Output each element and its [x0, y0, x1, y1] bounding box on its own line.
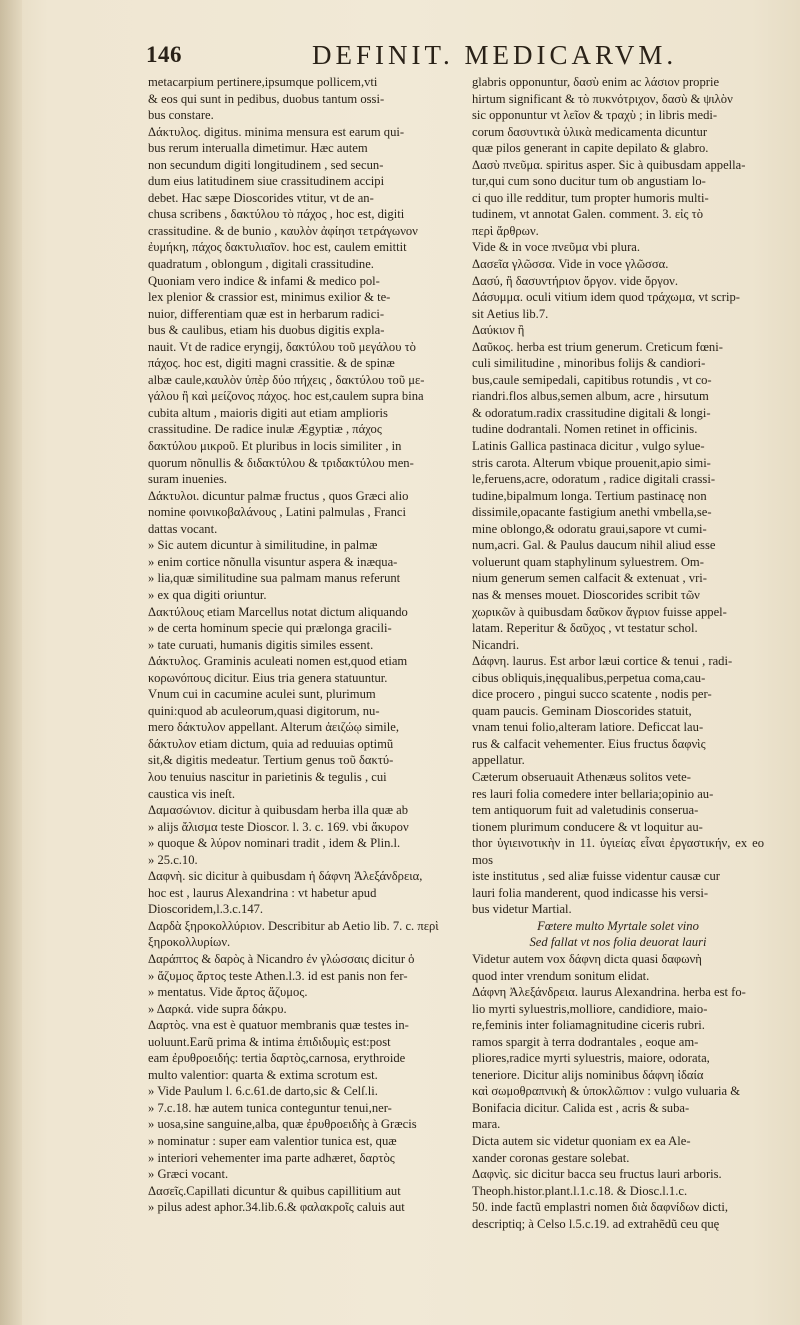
text-line: ἐυμήκη, πάχος δακτυλιαῖον. hoc est, caulem emittit — [148, 240, 407, 255]
text-line: num,acri. Gal. & Paulus daucum nihil aliud esse — [472, 538, 716, 553]
right-column — [472, 74, 764, 1232]
text-line: Sed fallat vt nos folia deuorat lauri — [529, 935, 707, 950]
text-line: πάχος. hoc est, digiti magni crassitie. & de spinæ — [148, 356, 395, 371]
text-line: bus videtur Martial. — [472, 902, 572, 917]
text-line: quadratum , oblongum , digitali crassitudine. — [148, 257, 374, 272]
text-line: χωρικῶν à quibusdam δαῦκον ἄγριον fuisse appel- — [472, 604, 727, 619]
text-line: Bonifacia dicitur. Calida est , acris & suba- — [472, 1100, 690, 1115]
page-header — [0, 34, 800, 74]
text-line: cubita altum , maioris digiti aut etiam amplioris — [148, 405, 388, 420]
text-line: » de certa hominum specie qui prælonga gracili- — [148, 621, 392, 636]
text-line: tudine dodrantali. Nomen retinet in officinis. — [472, 422, 698, 437]
text-line: » 7.c.18. hæ autem tunica conteguntur tenui,ner- — [148, 1100, 392, 1115]
text-line: » Vide Paulum l. 6.c.61.de darto,sic & Celſ.li. — [148, 1084, 378, 1099]
text-line: bus rerum interualla dimetimur. Hæc autem — [148, 141, 368, 156]
text-line: ξηροκολλυρίων. — [148, 935, 231, 950]
text-line: Theoph.histor.plant.l.1.c.18. & Diosc.l.1.c. — [472, 1183, 688, 1198]
text-line: cibus obliquis,inęqualibus,perpetua coma,cau- — [472, 670, 706, 685]
text-line: » ἄζυμος ἄρτος teste Athen.l.3. id est panis non fer- — [148, 968, 408, 983]
text-line: lio myrti syluestris,molliore, candidiore, maio- — [472, 1001, 708, 1016]
text-line: sic opponuntur vt λεῖον & τραχὺ ; in libris medi- — [472, 108, 718, 123]
text-line: non secundum digiti longitudinem , sed secun- — [148, 157, 384, 172]
text-line: Δασεῖς.Capillati dicuntur & quibus capillitium aut — [148, 1183, 401, 1198]
text-line: iste institutus , sed aliæ fuisse videntur causæ cur — [472, 869, 720, 884]
text-line: Quoniam vero indice & infami & medico pol- — [148, 273, 380, 288]
text-line: Videtur autem vox δάφνη dicta quasi δαφωνὴ — [472, 951, 702, 966]
text-line: tudine,bipalmum longa. Tertium pastinacę non — [472, 488, 707, 503]
text-line: Δαφνὴ. sic dicitur à quibusdam ἡ δάφνη Ἀλεξάνδρεια, — [148, 869, 423, 884]
text-line: quini:quod ab aculeorum,quasi digitorum, nu- — [148, 703, 380, 718]
text-line: » interiori vehementer ima parte adhæret, δαρτὸς — [148, 1150, 395, 1165]
text-line: δάκτυλον etiam dictum, quia ad reduuias optimũ — [148, 736, 394, 751]
text-line: » quoque & λύρον nominari tradit , idem & Plin.l. — [148, 836, 401, 851]
text-line: Dicta autem sic videtur quoniam ex ea Ale- — [472, 1134, 691, 1148]
text-line: » lia,quæ similitudine sua palmam manus referunt — [148, 571, 401, 586]
text-line: Δαύκιον ἢ — [472, 323, 525, 338]
text-line: Δάσυμμα. oculi vitium idem quod τράχωμα, vt scrip- — [472, 290, 740, 305]
text-line: » 25.c.10. — [148, 852, 198, 867]
left-column — [148, 74, 453, 1216]
text-line: λου tenuius nascitur in parietinis & tegulis , cui — [148, 769, 387, 784]
text-line: bus constare. — [148, 108, 214, 123]
text-line: hirtum significant & τὸ πυκνότριχον, δασὺ & ψιλὸν — [472, 91, 733, 106]
text-line: γάλου ἢ καὶ μείζονος πάχος. hoc est,caulem supra bina — [148, 389, 424, 404]
text-line: » alijs ἄλισμα teste Dioscor. l. 3. c. 169. vbi ἄκυρον — [148, 819, 409, 834]
text-line: Vnum cui in cacumine aculei sunt, plurimum — [148, 687, 376, 702]
text-line: Nicandri. — [472, 637, 520, 652]
text-line: nium generum semen calfacit & extenuat , vri- — [472, 571, 707, 586]
text-line: rus & calfacit vehementer. Eius fructus δαφνὶς — [472, 736, 706, 751]
text-line: latam. Reperitur & δαῦχος , vt testatur schol. — [472, 621, 698, 636]
text-line: Δαφνὶς. sic dicitur bacca seu fructus lauri arboris. — [472, 1167, 722, 1182]
text-line: κορωνόπους dicitur. Eius tria genera statuuntur. — [148, 670, 388, 685]
text-line: suram inuenies. — [148, 472, 228, 487]
text-line: Δασὺ πνεῦμα. spiritus asper. Sic à quibusdam appella- — [472, 157, 746, 172]
text-line: » Sic autem dicuntur à similitudine, in palmæ — [148, 538, 378, 553]
text-line: nauit. Vt de radice eryngij, δακτύλου τοῦ μεγάλου τὸ — [148, 339, 416, 354]
text-line: tem antiquorum fuit ad valetudinis conserua- — [472, 803, 699, 818]
text-line: περὶ ἄρθρων. — [472, 223, 539, 238]
text-line: » Δαρκά. vide supra δάκρυ. — [148, 1001, 287, 1016]
text-line: tur,qui cum sono ducitur tum ob angustiam lo- — [472, 174, 706, 189]
text-line: Δάφνη. laurus. Est arbor læui cortice & tenui , radi- — [472, 654, 733, 669]
text-line: Δάφνη Ἀλεξάνδρεια. laurus Alexandrina. herba est fo- — [472, 985, 746, 1000]
text-line: » ex qua digiti oriuntur. — [148, 587, 267, 602]
text-line: Δασύ, ἢ δασυντήριον ὄργον. vide ὄργον. — [472, 273, 679, 288]
text-line: bus,caule semipedali, capitibus rotundis , vt co- — [472, 372, 712, 387]
text-line: & odoratum.radix crassitudine digitali & longi- — [472, 405, 711, 420]
text-line: crassitudine. De radice inulæ Ægyptiæ , πάχος — [148, 422, 382, 437]
text-line: Δάκτυλος. digitus. minima mensura est earum qui- — [148, 124, 405, 139]
text-line: & eos qui sunt in pedibus, duobus tantum ossi- — [148, 91, 385, 106]
text-line: sit,& digitis medeatur. Tertium genus τοῦ δακτύ- — [148, 753, 394, 768]
text-line: pliores,radice myrti syluestris, maiore, odorata, — [472, 1051, 710, 1066]
text-line: Dioscoridem,l.3.c.147. — [148, 902, 264, 917]
binding-gutter — [0, 0, 22, 1325]
text-line: 50. inde factũ emplastri nomen διὰ δαφνίδων dicti, — [472, 1200, 729, 1215]
text-line: Δασεῖα γλῶσσα. Vide in voce γλῶσσα. — [472, 257, 669, 272]
text-line: sit Aetius lib.7. — [472, 306, 549, 321]
text-line: dice procero , pingui succo scatente , nodis per- — [472, 687, 712, 702]
text-line: tudinem, vt annotat Galen. comment. 3. εἰς τὸ — [472, 207, 704, 222]
text-line: ci quo ille redditur, tum propter humoris multi- — [472, 190, 709, 205]
text-line: thor ὑγιεινοτικὴν in 11. ὑγιείας εἶναι ἐργαστικήν, ex eo mos — [472, 836, 764, 867]
text-line: καὶ σωμοθραπνικὴ & ὑποκλῶπιον : vulgo vuluaria & — [472, 1084, 741, 1099]
text-line: le,feruens,acre, odoratum , radice digitali crassi- — [472, 472, 716, 487]
text-line: teneriore. Dicitur alijs nominibus δάφνη ἰδαία — [472, 1067, 704, 1082]
text-line: re,feminis inter foliamagnitudine ciceris rubri. — [472, 1018, 705, 1033]
text-line: lex plenior & crassior est, minimus exilior & te- — [148, 290, 391, 305]
text-line: quæ pilos generant in capite depilato & glabro. — [472, 141, 709, 156]
text-line: » enim cortice nõnulla visuntur aspera & inæqua- — [148, 554, 398, 569]
text-line: quorum nõnullis & διδακτύλου & τριδακτύλου men- — [148, 455, 414, 470]
text-line: bus & caulibus, etiam his duobus digitis expla- — [148, 323, 385, 338]
text-line: nas & menses mouet. Dioscorides scribit τῶν — [472, 587, 700, 602]
text-line: dattas vocant. — [148, 521, 218, 536]
text-line: Latinis Gallica pastinaca dicitur , vulgo sylue- — [472, 439, 705, 454]
text-line: xander coronas gestare solebat. — [472, 1150, 630, 1165]
text-line: crassitudine. & de bunio , καυλὸν ἀφίησι τετράγωνον — [148, 223, 418, 238]
text-line: Cæterum obseruauit Athenæus solitos vete- — [472, 769, 691, 784]
text-line: dissimile,opacante fastigium anethi vmbella,se- — [472, 505, 712, 520]
text-line: mero δάκτυλον appellant. Alterum ἀειζώῳ simile, — [148, 720, 400, 735]
text-line: riandri.flos albus,semen album, acre , hirsutum — [472, 389, 709, 404]
text-line: ramos spargit à terra dodrantales , eoque am- — [472, 1034, 699, 1049]
text-line: metacarpium pertinere,ipsumque pollicem,vti — [148, 75, 378, 89]
text-line: Δαρτὸς. vna est è quatuor membranis quæ testes in- — [148, 1018, 409, 1033]
text-line: Δαῦκος. herba est trium generum. Creticum fœni- — [472, 339, 723, 354]
text-line: descriptiq; à Celso l.5.c.19. ad extrahẽdũ ceu quę — [472, 1216, 720, 1231]
text-line: eam ἐρυθροειδής: tertia δαρτὸς,carnosa, erythroide — [148, 1051, 406, 1066]
text-line: albæ caule,καυλὸν ὑπὲρ δύο πήχεις , δακτύλου τοῦ με- — [148, 372, 425, 387]
text-line: caustica vis ineſt. — [148, 786, 236, 801]
text-line: glabris opponuntur, δασὺ enim ac λάσιον proprie — [472, 75, 720, 89]
text-line: voluerunt quam staphylinum syluestrem. Om- — [472, 554, 704, 569]
text-line: dum eius latitudinem siue crassitudinem accipi — [148, 174, 385, 189]
text-line: chusa scribens , δακτύλου τὸ πάχος , hoc est, digiti — [148, 207, 405, 222]
text-line: uoluunt.Earũ prima & intima ἐπιδιδυμὶς est:post — [148, 1034, 391, 1049]
text-line: Δακτύλους etiam Marcellus notat dictum aliquando — [148, 604, 408, 619]
text-line: tionem plurimum conducere & vt loquitur au- — [472, 819, 703, 834]
text-line: » pilus adest aphor.34.lib.6.& φαλακροῖς caluis aut — [148, 1200, 405, 1215]
text-line: mine oblongo,& odoratu graui,sapore vt cumi- — [472, 521, 707, 536]
text-line: appellatur. — [472, 753, 525, 768]
text-line: Δάκτυλος. Graminis aculeati nomen est,quod etiam — [148, 654, 408, 669]
text-line: vnam tenui folio,alteram latiore. Deficcat lau- — [472, 720, 704, 735]
text-line: Vide & in voce πνεῦμα vbi plura. — [472, 240, 641, 255]
text-line: hoc est , laurus Alexandrina : vt habetur apud — [148, 885, 377, 900]
text-line: quod inter vrendum sonitum elidat. — [472, 968, 650, 983]
text-line: corum δασυντικὰ ὑλικὰ medicamenta dicuntur — [472, 124, 708, 139]
text-line: mara. — [472, 1117, 501, 1132]
text-line: Δαρδὰ ξηροκολλύριον. Describitur ab Aetio lib. 7. c. περὶ — [148, 918, 439, 933]
text-line: » Græci vocant. — [148, 1167, 229, 1182]
text-line: nuior, differentiam quæ est in herbarum radici- — [148, 306, 385, 321]
text-line: » tate curuati, humanis digitis similes essent. — [148, 637, 374, 652]
text-line: Fœtere multo Myrtale solet vino — [537, 918, 699, 933]
text-line: Δάκτυλοι. dicuntur palmæ fructus , quos Græci alio — [148, 488, 409, 503]
text-line: » uosa,sine sanguine,alba, quæ ἐρυθροειδὴς à Græcis — [148, 1117, 417, 1132]
page-number: 146 — [146, 42, 182, 67]
text-line: Δαμασώνιον. dicitur à quibusdam herba illa quæ ab — [148, 803, 409, 818]
text-line: res lauri folia comedere inter bellaria;opinio au- — [472, 786, 714, 801]
text-line: Δαράπτος & δαρὸς à Nicandro ἐν γλώσσαις dicitur ὁ — [148, 951, 415, 966]
text-line: lauri folia manderent, quod indicasse his versi- — [472, 885, 709, 900]
text-line: debet. Hac sæpe Dioscorides vtitur, vt de an- — [148, 190, 374, 205]
text-line: culi similitudine , minoribus folijs & candiori- — [472, 356, 706, 371]
text-line: nomine φοινικοβαλάνους , Latini palmulas , Franci — [148, 505, 407, 520]
running-head: DEFINIT. MEDICARVM. — [312, 40, 678, 70]
text-line: » nominatur : super eam valentior tunica est, quæ — [148, 1134, 397, 1148]
text-line: stris carota. Alterum vbique prouenit,apio simi- — [472, 455, 711, 470]
text-line: multo valentior: quarta & extima scrotum est. — [148, 1067, 378, 1082]
text-line: δακτύλου μικροῦ. Et pluribus in locis similiter , in — [148, 439, 402, 454]
text-line: quam paucis. Geminam Dioscorides statuit, — [472, 703, 692, 718]
text-line: » mentatus. Vide ἄρτος ἄζυμος. — [148, 985, 308, 1000]
